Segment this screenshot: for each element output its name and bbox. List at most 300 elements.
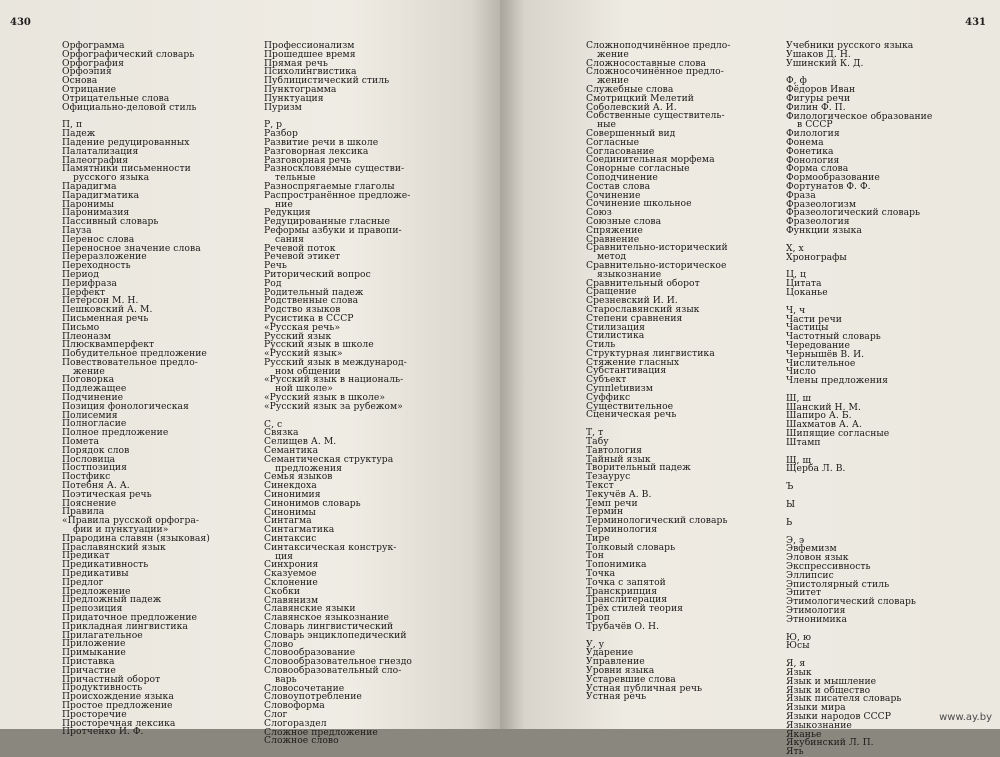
index-entry: Основа (62, 75, 98, 87)
index-entry: Словосочетание (264, 682, 345, 694)
index-entry: Предикат (62, 550, 110, 562)
index-entry: Язык писателя словарь (786, 693, 902, 705)
index-entry: Стяжение гласных (586, 356, 680, 368)
index-entry: Эпитет (786, 587, 822, 599)
index-entry: жение (597, 48, 629, 60)
index-entry: Паронимы (62, 198, 115, 210)
index-entry: Распространённое предложе- (264, 189, 411, 201)
index-entry: «Русский язык в националь- (264, 374, 404, 386)
index-column (786, 42, 986, 757)
index-entry: «Русский язык» (264, 348, 343, 360)
index-entry: Публицистический стиль (264, 75, 390, 87)
index-entry: Просторечная лексика (62, 717, 176, 729)
index-entry: Синекдоха (264, 480, 317, 492)
index-entry: Этимология (786, 605, 846, 617)
index-entry: Фонетика (786, 145, 834, 157)
index-entry: Топонимика (586, 559, 647, 571)
index-entry: Падение редуцированных (62, 136, 190, 148)
letter-heading: П, п (62, 119, 83, 131)
watermark: www.ay.by (939, 712, 992, 723)
index-entry: Пояснение (62, 497, 117, 509)
index-entry: Риторический вопрос (264, 268, 371, 280)
index-entry: Филин Ф. П. (786, 101, 846, 113)
index-entry: Творительный падеж (586, 462, 691, 474)
index-entry: Табу (586, 436, 609, 448)
index-entry: Числительное (786, 357, 856, 369)
index-entry: Терминология (586, 524, 658, 536)
index-entry: Уровни языка (586, 664, 655, 676)
index-entry: Сравнительный оборот (586, 277, 700, 289)
index-entry: Словарь лингвистический (264, 621, 394, 632)
index-entry: Перифраза (62, 277, 117, 289)
index-entry: Развитие речи в школе (264, 136, 379, 148)
index-entry: Полисемия (62, 409, 118, 421)
index-entry: Согласование (586, 145, 655, 157)
index-entry: Русистика в СССР (264, 312, 354, 324)
index-entry: Происхождение языка (62, 691, 174, 703)
index-entry: Фигуры речи (786, 92, 851, 104)
index-entry: Экспрессивность (786, 561, 871, 573)
index-entry: Ять (786, 746, 804, 757)
index-entry: Толковый словарь (586, 541, 676, 553)
index-entry: Стилистика (586, 330, 645, 342)
index-entry: Сложное слово (264, 735, 339, 747)
index-entry: Сложносоставные слова (586, 57, 707, 69)
index-entry: Полногласие (62, 418, 127, 430)
index-entry: Прилагательное (62, 629, 143, 641)
letter-heading: Ф, ф (786, 75, 807, 87)
index-entry: Тайный язык (586, 453, 651, 465)
index-entry: Перфект (62, 286, 106, 298)
index-entry: Число (786, 366, 816, 378)
index-entry: Филологическое образование (786, 110, 933, 122)
index-entry: Соболевский А. И. (586, 101, 677, 113)
index-entry: Стилизация (586, 321, 646, 333)
index-entry: Род (264, 277, 282, 289)
index-entry: Синонимия (264, 489, 321, 501)
letter-heading: Ч, ч (786, 304, 806, 316)
index-entry: Степени сравнения (586, 312, 683, 324)
index-entry: Пешковский А. М. (62, 304, 153, 316)
index-entry: Устная публичная речь (586, 682, 703, 694)
index-entry: языкознание (597, 268, 662, 280)
index-entry: Хронографы (786, 251, 847, 263)
letter-heading: Э, э (786, 534, 805, 546)
index-entry: Сравнение (586, 233, 640, 245)
index-entry: Шапиро А. Б. (786, 410, 852, 422)
index-entry: Субстантивация (586, 365, 667, 377)
index-entry: Памятники письменности (62, 163, 191, 175)
index-entry: Учебники русского языка (786, 40, 914, 51)
index-entry: Словообразовательный сло- (264, 664, 402, 676)
index-entry: Тавтология (586, 444, 642, 456)
index-entry: Плюсквамперфект (62, 339, 155, 351)
index-entry: Прямая речь (264, 57, 328, 69)
index-entry: Пауза (62, 224, 92, 236)
index-entry: Слог (264, 708, 288, 720)
index-entry: ние (275, 198, 293, 210)
index-entry: Этимологический словарь (786, 596, 916, 608)
index-entry: Перенос слова (62, 233, 135, 245)
letter-heading: Ц, ц (786, 269, 806, 281)
index-entry: Союз (586, 207, 612, 219)
index-entry: Филология (786, 128, 840, 140)
index-entry: Соподчинение (586, 171, 658, 183)
index-entry: Постпозиция (62, 462, 127, 474)
index-entry: Склонение (264, 577, 318, 589)
index-entry: Совершенный вид (586, 127, 676, 139)
index-entry: Щерба Л. В. (786, 463, 846, 475)
index-entry: Темп речи (586, 497, 638, 509)
index-entry: Эллипсис (786, 569, 834, 581)
index-entry: Управление (586, 656, 645, 668)
index-entry: Палатализация (62, 145, 139, 157)
index-entry: Потебня А. А. (62, 480, 130, 492)
index-entry: Соединительная морфема (586, 154, 715, 166)
index-entry: Структурная лингвистика (586, 347, 715, 359)
index-entry: Фонология (786, 154, 840, 166)
index-entry: Палеография (62, 154, 129, 166)
index-entry: Речевой этикет (264, 251, 341, 263)
index-entry: Причастие (62, 664, 116, 676)
index-entry: Официально-деловой стиль (62, 101, 197, 113)
index-entry: Полное предложение (62, 427, 169, 439)
index-entry: ные (597, 119, 617, 131)
letter-heading: С, с (264, 418, 283, 430)
index-entry: Юсы (786, 640, 810, 652)
index-entry: Синтаксическая конструк- (264, 541, 397, 553)
index-entry: Разноспрягаемые глаголы (264, 180, 395, 192)
index-entry: Повествовательное предло- (62, 356, 198, 368)
index-entry: Форма слова (786, 163, 849, 175)
index-entry: Письменная речь (62, 312, 149, 324)
index-entry: Фразеология (786, 216, 850, 228)
index-entry: Письмо (62, 321, 100, 333)
index-entry: Подлежащее (62, 383, 127, 395)
index-entry: Текст (586, 480, 614, 492)
index-entry: Разбор (264, 128, 298, 140)
index-entry: Славянские языки (264, 603, 356, 615)
index-entry: Плеоназм (62, 330, 111, 342)
index-entry: Язык (786, 667, 812, 679)
index-entry: Языки мира (786, 702, 846, 714)
index-entry: Причастный оборот (62, 673, 161, 685)
index-entry: Продуктивность (62, 682, 143, 694)
index-entry: Текучёв А. В. (586, 488, 652, 500)
index-entry: Семантика (264, 445, 319, 457)
index-entry: Устаревшие слова (586, 673, 676, 685)
index-entry: Петерсон М. Н. (62, 295, 139, 307)
index-entry: Прошедшее время (264, 48, 356, 60)
index-entry: Точка (586, 568, 616, 580)
index-entry: жение (73, 365, 105, 377)
letter-heading: Я, я (786, 658, 806, 670)
index-entry: Собственные существитель- (586, 110, 725, 122)
index-entry: Просторечие (62, 708, 127, 720)
index-entry: Речевой поток (264, 242, 336, 254)
index-column (586, 42, 786, 702)
index-entry: Славянизм (264, 594, 319, 606)
index-entry: Спряжение (586, 224, 643, 236)
index-entry: Постфикс (62, 471, 111, 483)
index-entry: Период (62, 268, 99, 280)
index-entry: ной школе» (275, 383, 333, 395)
index-entry: Фортунатов Ф. Ф. (786, 180, 871, 192)
index-entry: жение (597, 75, 629, 87)
index-entry: Парадигматика (62, 189, 140, 201)
index-entry: Союзные слова (586, 215, 662, 227)
index-entry: Тон (586, 550, 604, 562)
index-entry: Сложносочинённое предло- (586, 66, 724, 78)
index-entry: в СССР (797, 119, 833, 131)
index-entry: Паронимазия (62, 207, 130, 219)
index-entry: Устная речь (586, 691, 647, 703)
index-entry: «Правила русской орфогра- (62, 515, 200, 527)
index-entry: Синтагма (264, 515, 312, 527)
index-entry: Поэтическая речь (62, 488, 152, 500)
index-entry: сания (275, 233, 304, 245)
index-entry: Языки народов СССР (786, 711, 891, 722)
index-entry: Орфография (62, 57, 124, 69)
index-entry: Тезаурус (586, 471, 631, 483)
index-entry: фии и пунктуации» (73, 524, 169, 536)
index-entry: Функции языка (786, 224, 862, 236)
index-entry: Правила (62, 506, 105, 518)
index-entry: Термин (586, 506, 624, 518)
index-entry: Фёдоров Иван (786, 84, 856, 96)
index-entry: Терминологический словарь (586, 515, 728, 527)
index-entry: Существительное (586, 400, 674, 412)
index-entry: ном общении (275, 365, 341, 377)
index-entry: Придаточное предложение (62, 612, 198, 623)
index-entry: Якубинский Л. П. (786, 737, 874, 749)
index-entry: Ушаков Д. Н. (786, 48, 851, 60)
index-entry: метод (597, 251, 627, 263)
index-entry: Суппletивизм (586, 383, 653, 395)
index-entry: Срезневский И. И. (586, 295, 678, 307)
index-entry: Фразеологизм (786, 198, 857, 210)
index-entry: Профессионализм (264, 40, 355, 51)
index-entry: тельные (275, 172, 316, 184)
index-entry: Сочинение (586, 189, 641, 201)
index-entry: Переходность (62, 260, 131, 272)
index-entry: Язык и мышление (786, 675, 877, 687)
page-number: 430 (10, 17, 31, 28)
letter-heading: Х, х (786, 242, 804, 254)
index-entry: Эловон язык (786, 552, 849, 564)
index-entry: Фраза (786, 189, 816, 201)
index-entry: Падеж (62, 128, 96, 140)
index-entry: Отрицание (62, 83, 117, 95)
index-entry: Разговорная лексика (264, 145, 369, 157)
index-entry: Этнонимика (786, 613, 848, 625)
index-entry: Связка (264, 427, 299, 439)
index-entry: Сложноподчинённое предло- (586, 40, 731, 51)
letter-heading: Ь (786, 516, 793, 528)
index-entry: Фонема (786, 136, 824, 148)
index-entry: Фразеологический словарь (786, 207, 921, 219)
index-entry: Пуризм (264, 101, 302, 113)
index-entry: Частицы (786, 322, 829, 334)
index-entry: Предикативность (62, 559, 149, 571)
index-entry: Парадигма (62, 180, 117, 192)
index-entry: Цитата (786, 278, 822, 290)
index-entry: Частотный словарь (786, 331, 881, 343)
index-entry: Словарь энциклопедический (264, 629, 407, 641)
letter-heading: У, у (586, 638, 605, 650)
index-entry: Цоканье (786, 286, 828, 298)
index-entry: Эвфемизм (786, 543, 837, 555)
index-entry: Орфографический словарь (62, 48, 195, 60)
index-entry: Троп (586, 612, 610, 623)
index-entry: Родительный падеж (264, 286, 364, 298)
index-entry: Ударение (586, 647, 634, 659)
index-entry: Скобки (264, 585, 301, 597)
index-entry: Субъект (586, 374, 627, 386)
index-entry: Простое предложение (62, 699, 173, 711)
letter-heading: Ш, ш (786, 392, 812, 404)
index-entry: Словоформа (264, 700, 325, 712)
index-entry: Синонимов словарь (264, 497, 361, 509)
index-entry: Сочинение школьное (586, 198, 692, 210)
index-entry: Разноскловяемые существи- (264, 163, 405, 175)
index-entry: Штамп (786, 436, 821, 448)
index-entry: Части речи (786, 313, 842, 325)
index-entry: Побудительное предложение (62, 348, 207, 360)
index-entry: Шахматов А. А. (786, 419, 862, 431)
index-entry: Реформы азбуки и правопи- (264, 224, 402, 236)
index-entry: Смотрицкий Мелетий (586, 92, 694, 104)
letter-heading: Ы (786, 499, 796, 511)
index-entry: Эпистолярный стиль (786, 578, 890, 590)
index-entry: Шанский Н. М. (786, 401, 861, 413)
index-entry: Слогораздел (264, 717, 327, 729)
index-entry: русского языка (73, 172, 150, 184)
index-entry: Отрицательные слова (62, 92, 170, 104)
index-entry: Протченко И. Ф. (62, 726, 144, 738)
index-entry: Синхрония (264, 559, 319, 571)
index-entry: Транскрипция (586, 585, 658, 597)
index-entry: Переносное значение слова (62, 242, 201, 254)
index-entry: Точка с запятой (586, 576, 666, 588)
index-entry: варь (275, 673, 297, 685)
index-entry: Суффикс (586, 391, 631, 403)
index-entry: Семья языков (264, 471, 333, 483)
index-entry: Служебные слова (586, 83, 674, 95)
index-column (62, 42, 262, 737)
index-entry: Пунктуация (264, 92, 324, 104)
right-page (500, 0, 1000, 757)
index-entry: Словообразовательное гнездо (264, 656, 413, 668)
index-entry: Яканье (786, 728, 822, 740)
index-entry: Переразложение (62, 251, 147, 263)
index-entry: Языкознание (786, 719, 852, 731)
index-entry: Позиция фонологическая (62, 400, 189, 412)
index-entry: Пословица (62, 453, 116, 465)
index-entry: Праславянский язык (62, 541, 166, 553)
index-entry: Русский язык (264, 330, 332, 342)
index-entry: Слово (264, 638, 294, 650)
index-entry: Психолингвистика (264, 66, 357, 78)
index-entry: Сравнительно-исторический (586, 242, 728, 254)
index-entry: Чернышёв В. И. (786, 348, 865, 360)
index-entry: Старославянский язык (586, 303, 700, 315)
index-entry: Препозиция (62, 603, 123, 615)
index-entry: Формообразование (786, 172, 880, 184)
index-entry: Чередование (786, 339, 850, 351)
index-entry: Сравнительно-историческое (586, 259, 727, 271)
index-entry: Селищев А. М. (264, 436, 337, 448)
index-entry: Синтаксис (264, 533, 317, 545)
index-entry: Примыкание (62, 647, 126, 659)
index-entry: Ушинский К. Д. (786, 57, 864, 69)
index-entry: Сонорные согласные (586, 163, 690, 175)
index-entry: Прикладная лингвистика (62, 620, 188, 632)
left-page (0, 0, 500, 747)
index-entry: Синонимы (264, 506, 316, 518)
index-entry: Шипящие согласные (786, 428, 890, 440)
index-entry: Сложное предложение (264, 726, 378, 738)
index-entry: Орфоэпия (62, 66, 112, 78)
index-entry: Трубачёв О. Н. (586, 620, 660, 632)
index-entry: Тире (586, 532, 610, 544)
index-entry: Состав слова (586, 180, 651, 192)
index-entry: Сценическая речь (586, 409, 677, 421)
index-entry: Разговорная речь (264, 154, 352, 166)
index-entry: предложения (275, 462, 342, 474)
letter-heading: Р, р (264, 119, 283, 131)
letter-heading: Ъ (786, 481, 794, 493)
index-entry: Транслитерация (586, 594, 668, 606)
index-entry: Подчинение (62, 392, 124, 404)
index-entry: Словоупотребление (264, 691, 362, 703)
letter-heading: Щ, щ (786, 454, 812, 466)
letter-heading: Ю, ю (786, 631, 812, 643)
index-entry: Прародина славян (языковая) (62, 532, 210, 544)
index-entry: Сказуемое (264, 568, 317, 580)
index-entry: Приставка (62, 655, 115, 667)
index-entry: Орфограмма (62, 40, 125, 51)
index-entry: Словообразование (264, 647, 356, 659)
index-entry: Родство языков (264, 304, 341, 316)
index-entry: Родственные слова (264, 295, 359, 307)
index-entry: Русский язык в школе (264, 339, 374, 351)
index-entry: Порядок слов (62, 444, 130, 456)
index-column (264, 42, 464, 746)
index-entry: «Русский язык в школе» (264, 392, 386, 404)
index-entry: Славянское языкознание (264, 612, 390, 624)
index-entry: Редукция (264, 207, 311, 219)
index-entry: Язык и общество (786, 684, 871, 696)
index-entry: Пассивный словарь (62, 216, 159, 228)
index-entry: Русский язык в международ- (264, 356, 407, 368)
index-entry: «Русский язык за рубежом» (264, 400, 403, 412)
index-entry: Согласные (586, 136, 640, 148)
index-entry: Поговорка (62, 374, 115, 386)
index-entry: «Русская речь» (264, 321, 341, 333)
index-entry: Приложение (62, 638, 126, 650)
index-entry: Трёх стилей теория (586, 603, 683, 615)
index-entry: Предикативы (62, 568, 129, 580)
index-entry: Помета (62, 436, 99, 448)
letter-heading: Т, т (586, 427, 604, 439)
index-entry: Синтагматика (264, 524, 335, 536)
index-entry: Пунктограмма (264, 83, 337, 95)
index-entry: Предлог (62, 576, 104, 588)
index-entry: Сращение (586, 286, 637, 298)
index-entry: Стиль (586, 339, 616, 351)
index-entry: Предложный падеж (62, 594, 162, 606)
